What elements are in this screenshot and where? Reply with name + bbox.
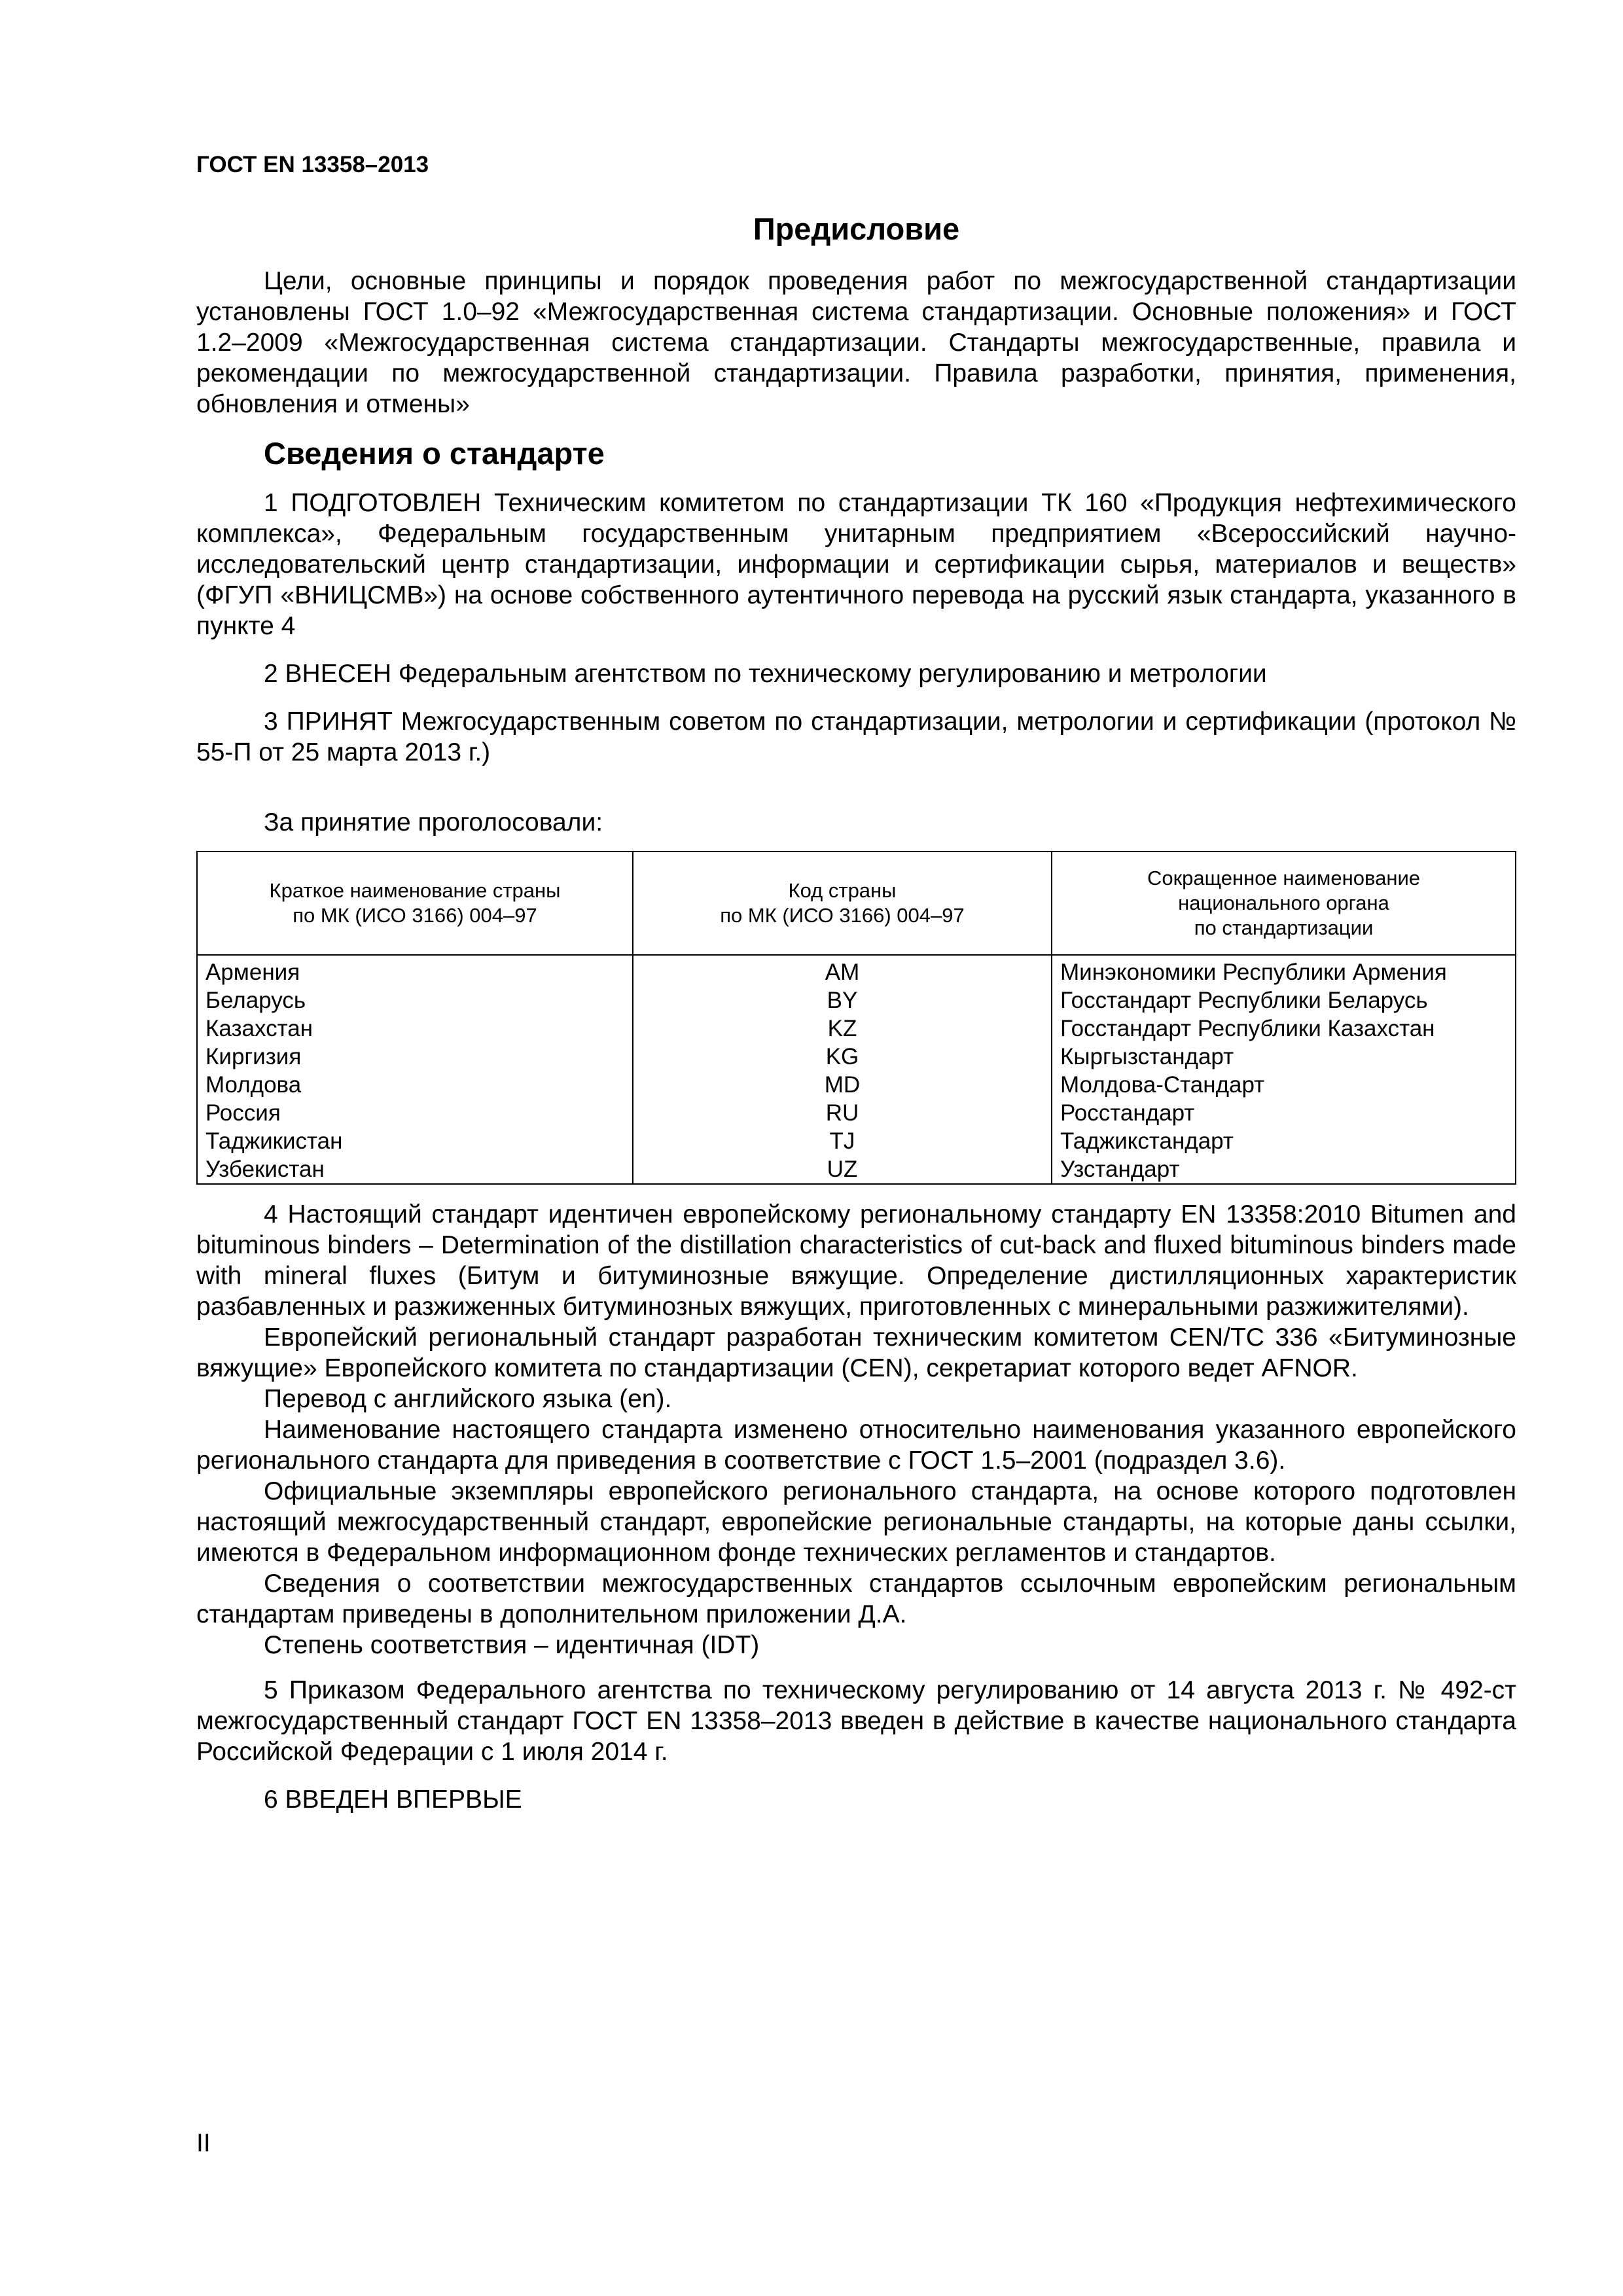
country-name-cell: Киргизия	[197, 1043, 633, 1071]
table-row	[197, 1155, 1516, 1184]
preface-paragraph: Цели, основные принципы и порядок проведения работ по межгосударственной стандартизации установлены ГОСТ 1.0–92 «Межгосударственная система стандартизации. Основные положения» и ГОСТ 1.2–2009 «Межгосударственная система стандартизации. Стандарты межгосударственные, правила и рекомендации по межгосударственной стандартизации. Правила разработки, принятия, применения, обновления и отмены»	[196, 267, 1516, 418]
info-item-2: 2 ВНЕСЕН Федеральным агентством по техническому регулированию и метрологии	[264, 660, 1267, 688]
page-content	[196, 209, 1516, 1815]
info-item-4-translation: Перевод с английского языка (en).	[264, 1385, 672, 1413]
preface-title: Предисловие	[753, 211, 960, 246]
page-number: II	[196, 2129, 211, 2157]
info-item-4-copies: Официальные экземпляры европейского регионального стандарта, на основе которого подготовлен настоящий межгосударственный стандарт, европейские региональные стандарты, на которые даны ссылки, имеются в Федеральном информационном фонде технических регламентов и стандартов.	[196, 1477, 1516, 1567]
national-body-cell: Минэкономики Республики Армения	[1052, 955, 1516, 986]
country-code-cell: BY	[633, 986, 1052, 1014]
info-item-4-correspondence: Сведения о соответствии межгосударственных стандартов ссылочным европейским региональным стандартам приведены в дополнительном приложении Д.А.	[196, 1570, 1516, 1628]
country-code-cell: RU	[633, 1099, 1052, 1127]
country-name-cell: Узбекистан	[197, 1155, 633, 1184]
country-name-cell: Казахстан	[197, 1014, 633, 1043]
country-name-cell: Таджикистан	[197, 1127, 633, 1155]
national-body-cell: Росстандарт	[1052, 1099, 1516, 1127]
table-row	[197, 1071, 1516, 1099]
info-item-4: 4 Настоящий стандарт идентичен европейскому региональному стандарту EN 13358:2010 Bitumen and bituminous binders – Determination of the distillation characteristics of cut-back and fluxed bituminous binders made with mineral fluxes (Битум и битуминозные вяжущие. Определение дистилляционных характеристик разбавленных и разжиженных битуминозных вяжущих, приготовленных с минеральными разжижителями).	[196, 1200, 1516, 1321]
info-item-1: 1 ПОДГОТОВЛЕН Техническим комитетом по стандартизации ТК 160 «Продукция нефтехимического комплекса», Федеральным государственным унитарным предприятием «Всероссийский научно-исследовательский центр стандартизации, информации и сертификации сырья, материалов и веществ» (ФГУП «ВНИЦСМВ») на основе собственного аутентичного перевода на русский язык стандарта, указанного в пункте 4	[196, 489, 1516, 640]
national-body-cell: Госстандарт Республики Казахстан	[1052, 1014, 1516, 1043]
country-name-cell: Беларусь	[197, 986, 633, 1014]
country-code-cell: KZ	[633, 1014, 1052, 1043]
country-name-cell: Россия	[197, 1099, 633, 1127]
country-name-cell: Армения	[197, 955, 633, 986]
table-row	[197, 955, 1516, 986]
national-body-cell: Кыргызстандарт	[1052, 1043, 1516, 1071]
table-row	[197, 1127, 1516, 1155]
table-row	[197, 1014, 1516, 1043]
info-item-5: 5 Приказом Федерального агентства по техническому регулированию от 14 августа 2013 г. № 492-ст межгосударственный стандарт ГОСТ EN 13358–2013 введен в действие в качестве национального стандарта Российской Федерации с 1 июля 2014 г.	[196, 1676, 1516, 1766]
national-body-cell: Узстандарт	[1052, 1155, 1516, 1184]
table-row	[197, 1099, 1516, 1127]
vote-intro: За принятие проголосовали:	[264, 808, 603, 836]
document-id-header: ГОСТ EN 13358–2013	[196, 152, 429, 177]
info-item-4-degree: Степень соответствия – идентичная (IDT)	[264, 1631, 760, 1659]
country-code-cell: MD	[633, 1071, 1052, 1099]
national-body-cell: Госстандарт Республики Беларусь	[1052, 986, 1516, 1014]
info-item-3: 3 ПРИНЯТ Межгосударственным советом по стандартизации, метрологии и сертификации (протокол № 55-П от 25 марта 2013 г.)	[196, 708, 1516, 766]
info-item-6: 6 ВВЕДЕН ВПЕРВЫЕ	[264, 1785, 522, 1814]
header-country-name: Краткое наименование страны по МК (ИСО 3166) 004–97	[197, 852, 633, 955]
standard-info-title: Сведения о стандарте	[264, 436, 605, 471]
country-name-cell: Молдова	[197, 1071, 633, 1099]
national-body-cell: Молдова-Стандарт	[1052, 1071, 1516, 1099]
country-code-cell: AM	[633, 955, 1052, 986]
header-national-body: Сокращенное наименование национального органа по стандартизации	[1052, 852, 1516, 955]
national-body-cell: Таджикстандарт	[1052, 1127, 1516, 1155]
header-country-code: Код страны по МК (ИСО 3166) 004–97	[633, 852, 1052, 955]
country-code-cell: TJ	[633, 1127, 1052, 1155]
country-code-cell: KG	[633, 1043, 1052, 1071]
table-row	[197, 986, 1516, 1014]
item-4-block	[196, 1199, 1516, 1660]
info-item-4-title-change: Наименование настоящего стандарта изменено относительно наименования указанного европейского регионального стандарта для приведения в соответствие с ГОСТ 1.5–2001 (подраздел 3.6).	[196, 1416, 1516, 1475]
country-code-cell: UZ	[633, 1155, 1052, 1184]
voting-table-header	[197, 852, 1516, 955]
table-row	[197, 1043, 1516, 1071]
voting-table	[196, 851, 1516, 1185]
info-item-4-committee: Европейский региональный стандарт разработан техническим комитетом CEN/TC 336 «Битуминозные вяжущие» Европейского комитета по стандартизации (CEN), секретариат которого ведет AFNOR.	[196, 1323, 1516, 1382]
